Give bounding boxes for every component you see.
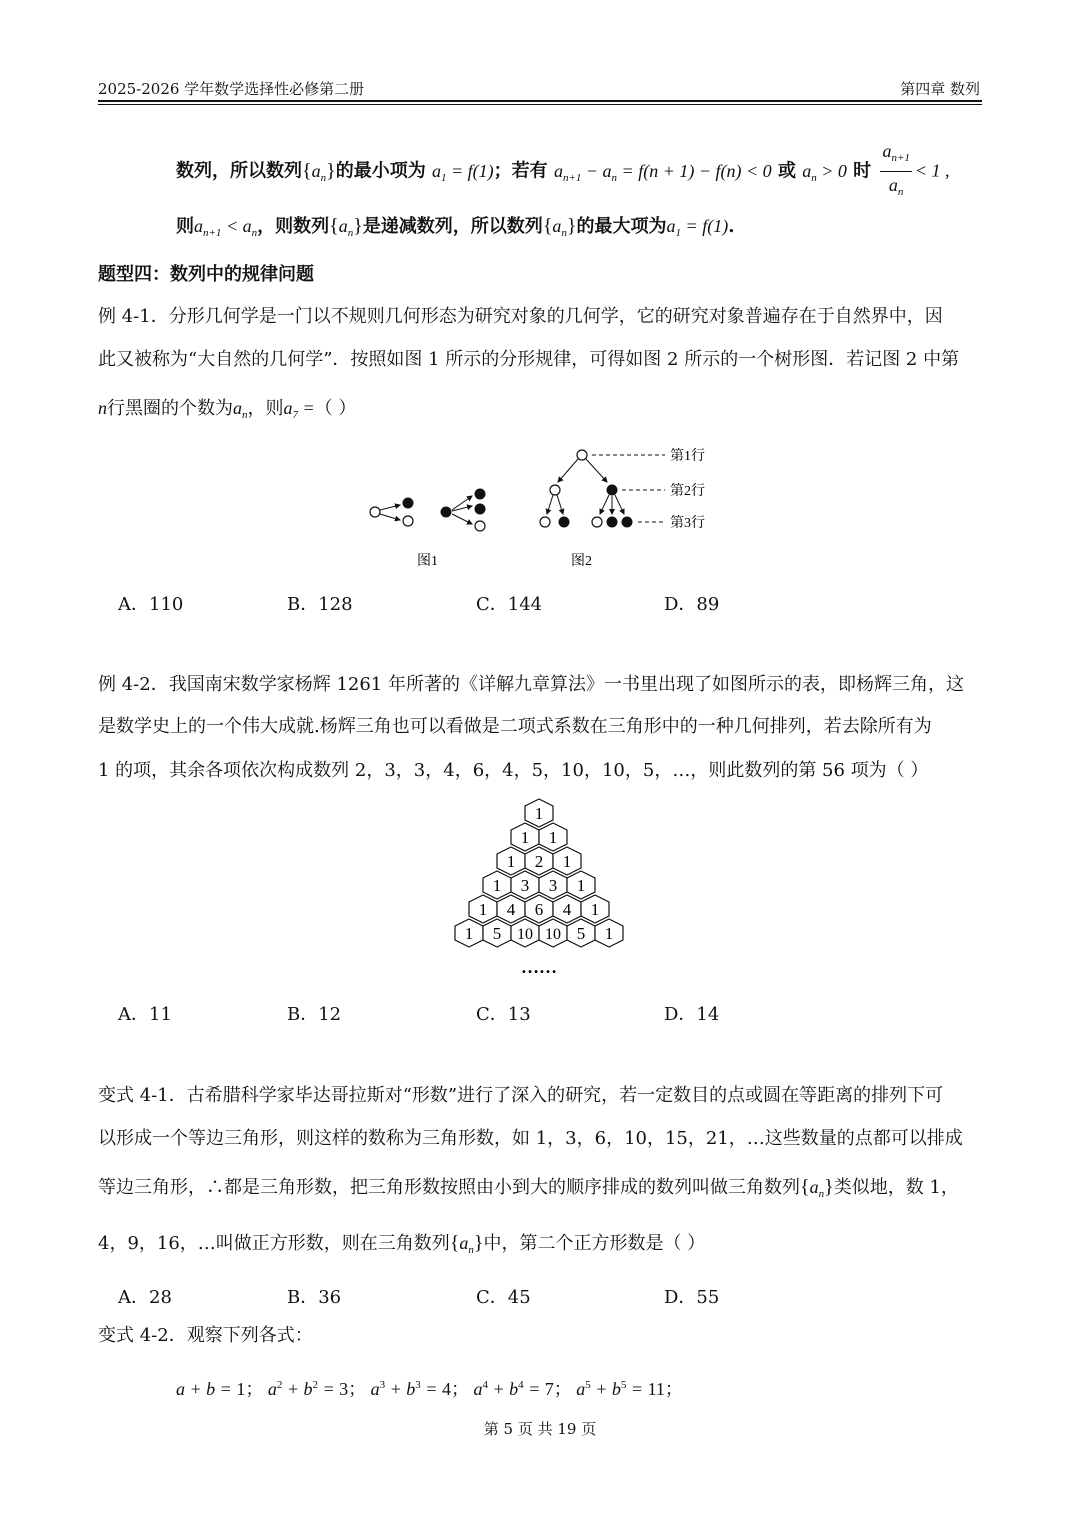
var42-label: 变式 4-2．	[98, 1325, 187, 1346]
fig1-caption: 图1	[417, 554, 438, 569]
triangle-value: 4	[562, 900, 572, 919]
ex41-option-d[interactable]: D．89	[664, 594, 720, 615]
ex41-line-1: 例 4-1．分形几何学是一门以不规则几何形态为研究对象的几何学，它的研究对象普遍存在于自然界中，因	[98, 306, 943, 327]
triangle-value: 5	[576, 924, 586, 943]
intro-line-2: 则$a_{n+1} < a_n$，则数列$\{a_n\}$是递减数列，所以数列$\{a_n\}$的最大项为$a_1 = f(1)$.	[176, 215, 735, 239]
var41-option-b[interactable]: B．36	[287, 1287, 342, 1308]
var41-line-1: 变式 4-1．古希腊科学家毕达哥拉斯对“形数”进行了深入的研究，若一定数目的点或圆在等距离的排列下可	[98, 1085, 944, 1106]
fig1-unit-2	[441, 489, 486, 532]
row-1-label: 第1行	[670, 449, 705, 464]
ex42-option-b[interactable]: B．12	[287, 1004, 342, 1025]
triangle-ellipsis: ……	[521, 957, 557, 977]
ex41-line-3: n行黑圈的个数为$a_n$，则$a_7$ =（ ）	[98, 398, 357, 421]
triangle-value: 1	[478, 900, 488, 919]
yanghui-triangle	[440, 795, 640, 985]
var42-line-1: 变式 4-2．观察下列各式：	[98, 1325, 313, 1346]
triangle-value: 6	[534, 900, 544, 919]
var41-option-c[interactable]: C．45	[476, 1287, 531, 1308]
triangle-value: 1	[492, 876, 502, 895]
var41-label: 变式 4-1．	[98, 1085, 187, 1106]
triangle-value: 1	[576, 876, 586, 895]
header-left: 2025-2026 学年数学选择性必修第二册	[98, 80, 365, 98]
section-title: 题型四：数列中的规律问题	[98, 264, 314, 285]
ex42-line-1: 例 4-2．我国南宋数学家杨辉 1261 年所著的《详解九章算法》一书里出现了如图所示的表，即杨辉三角，这	[98, 674, 964, 695]
triangle-value: 10	[545, 926, 561, 943]
ex41-option-b[interactable]: B．128	[287, 594, 353, 615]
triangle-value: 1	[520, 828, 530, 847]
row-3-label: 第3行	[670, 516, 705, 531]
var41-option-d[interactable]: D．55	[664, 1287, 720, 1308]
triangle-value: 1	[562, 852, 572, 871]
ex42-label: 例 4-2．	[98, 674, 169, 695]
fig1-unit-1	[370, 498, 414, 527]
header-rule-thin	[98, 104, 982, 105]
ex41-label: 例 4-1．	[98, 306, 169, 327]
ex42-line-3: 1 的项，其余各项依次构成数列 2，3，3，4，6，4，5，10，10，5，…，则此数列的第 56 项为（ ）	[98, 760, 929, 781]
ex41-option-a[interactable]: A．110	[118, 594, 184, 615]
ex42-option-d[interactable]: D．14	[664, 1004, 720, 1025]
triangle-value: 1	[534, 804, 544, 823]
triangle-value: 1	[604, 924, 614, 943]
intro-line-1: 数列，所以数列$\{a_n\}$的最小项为 $a_1 = f(1)$；若有 $a_{n+1} - a_n = f(n + 1) - f(n) < 0$ 或 $a_n > 0$ 时 $\frac{a_{n+1}}{a_n}$ < 1 ,	[176, 141, 950, 198]
ex42-option-a[interactable]: A．11	[118, 1004, 172, 1025]
var42-equations: a + b = 1； $a^2 + b^2 = 3$； $a^3 + b^3 = 4$； $a^4 + b^4 = 7$； $a^5 + b^5 = 11$；	[176, 1379, 683, 1399]
triangle-value: 1	[548, 828, 558, 847]
var41-line-2: 以形成一个等边三角形，则这样的数称为三角形数，如 1，3，6，10，15，21，…这些数量的点都可以排成	[98, 1128, 963, 1149]
triangle-value: 3	[520, 876, 530, 895]
fig2-tree	[540, 450, 633, 528]
header-right: 第四章 数列	[900, 80, 980, 98]
row-2-label: 第2行	[670, 484, 705, 499]
triangle-value: 5	[492, 924, 502, 943]
triangle-value: 2	[534, 852, 544, 871]
ex42-option-c[interactable]: C．13	[476, 1004, 531, 1025]
header-rule	[98, 100, 982, 102]
triangle-value: 4	[506, 900, 516, 919]
triangle-value: 3	[548, 876, 558, 895]
ex41-option-c[interactable]: C．144	[476, 594, 543, 615]
triangle-value: 1	[590, 900, 600, 919]
var41-line-3: 等边三角形，∴都是三角形数，把三角形数按照由小到大的顺序排成的数列叫做三角数列$\{a_n\}$类似地，数 1，	[98, 1176, 959, 1200]
fractal-figure	[360, 440, 730, 575]
fig2-caption: 图2	[571, 554, 592, 569]
triangle-value: 1	[464, 924, 474, 943]
var41-line-4: 4，9，16，…叫做正方形数，则在三角数列$\{a_n\}$中，第二个正方形数是（ ）	[98, 1232, 706, 1256]
ex42-line-2: 是数学史上的一个伟大成就.杨辉三角也可以看做是二项式系数在三角形中的一种几何排列，若去除所有为	[98, 716, 932, 737]
ex41-line-2: 此又被称为“大自然的几何学”．按照如图 1 所示的分形规律，可得如图 2 所示的一个树形图．若记图 2 中第	[98, 349, 960, 370]
var41-option-a[interactable]: A．28	[118, 1287, 172, 1308]
triangle-value: 1	[506, 852, 516, 871]
triangle-value: 10	[517, 926, 533, 943]
page-footer: 第 5 页 共 19 页	[483, 1420, 597, 1438]
